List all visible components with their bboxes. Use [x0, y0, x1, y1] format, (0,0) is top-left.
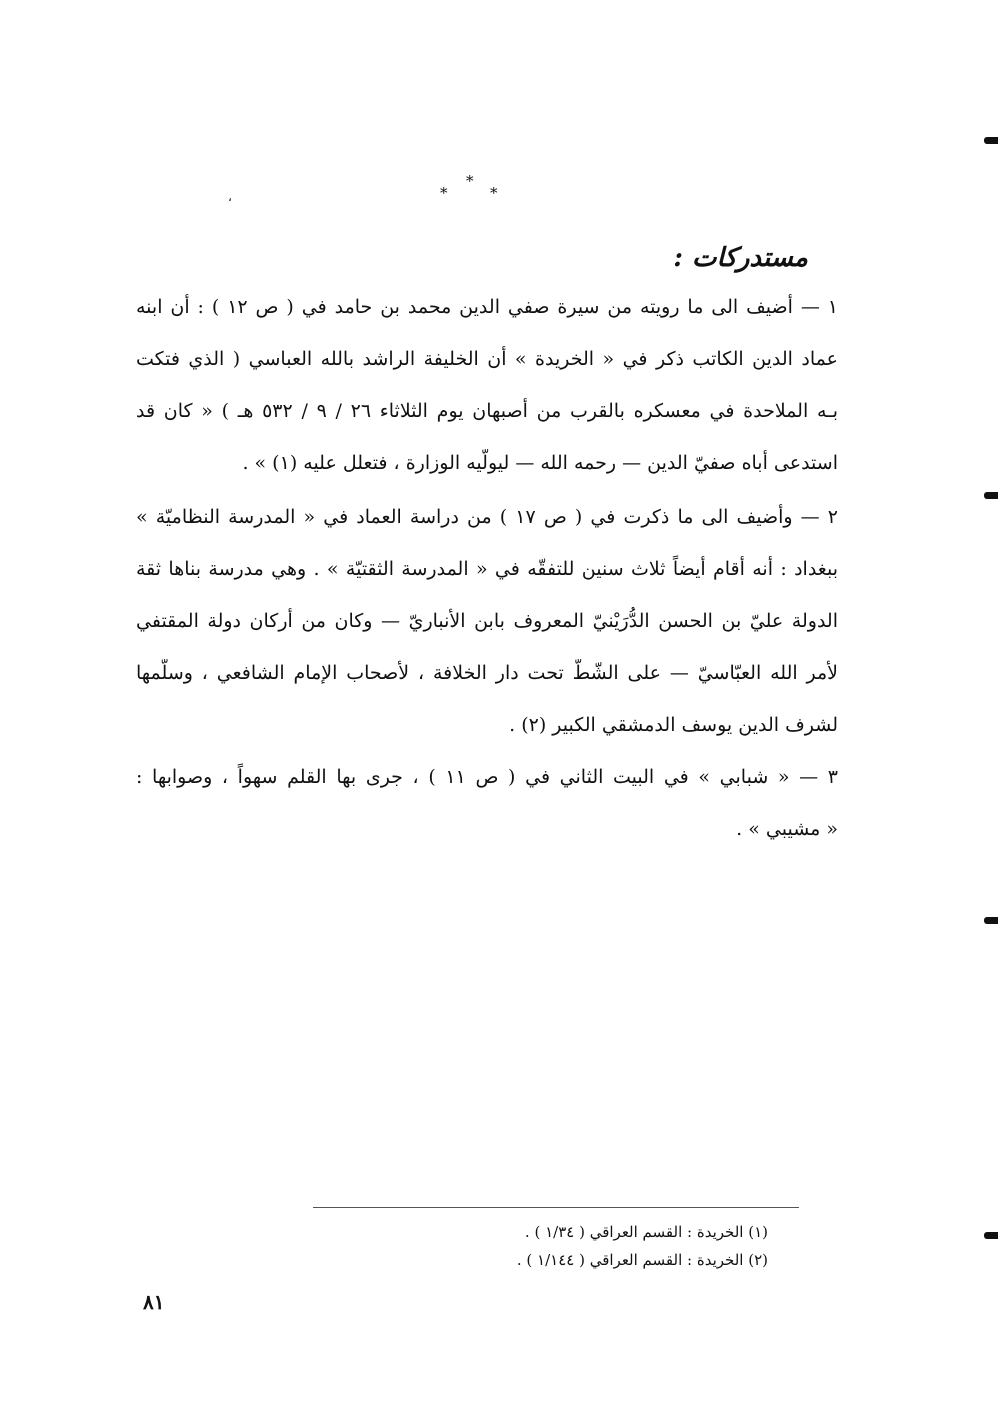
section-divider-stars [0, 172, 998, 212]
paragraph-2-line: لأمر الله العبّاسيّ — على الشّطّ تحت دار الخلافة ، لأصحاب الإمام الشافعي ، وسلّمها [136, 662, 838, 684]
paragraph-2-line: لشرف الدين يوسف الدمشقي الكبير (٢) . [509, 714, 838, 736]
page-edge-mark [984, 917, 998, 924]
paragraph-2-line: الدولة عليّ بن الحسن الدُّرَيْنيّ المعروف بابن الأنباريّ — وكان من أركان دولة المقتفي [136, 610, 838, 632]
divider-star: * [466, 172, 474, 190]
paragraph-1-line: بـه الملاحدة في معسكره بالقرب من أصبهان يوم الثلاثاء ٢٦ / ٩ / ٥٣٢ هـ ) « كان قد [136, 400, 838, 422]
footnote-separator [313, 1207, 799, 1208]
paragraph-1-line: استدعى أباه صفيّ الدين — رحمه الله — ليولّيه الوزارة ، فتعلل عليه (١) » . [242, 452, 838, 474]
paragraph-2-line: ببغداد : أنه أقام أيضاً ثلاث سنين للتفقّه في « المدرسة الثقتيّة » . وهي مدرسة بناها ثقة [136, 558, 838, 580]
paragraph-1-line: ١ — أضيف الى ما رويته من سيرة صفي الدين محمد بن حامد في ( ص ١٢ ) : أن ابنه [136, 296, 838, 318]
divider-star: * [490, 184, 498, 202]
section-heading: مستدركات : [673, 243, 808, 273]
paragraph-1-line: عماد الدين الكاتب ذكر في « الخريدة » أن الخليفة الراشد بالله العباسي ( الذي فتكت [136, 348, 838, 370]
page-edge-mark [984, 137, 998, 144]
paragraph-2-line: ٢ — وأضيف الى ما ذكرت في ( ص ١٧ ) من دراسة العماد في « المدرسة النظاميّة » [136, 506, 838, 528]
footnote-2: (٢) الخريدة : القسم العراقي ( ١/١٤٤ ) . [516, 1251, 768, 1269]
page-edge-mark [984, 492, 998, 499]
page-edge-mark [984, 1232, 998, 1239]
stray-mark: ، [228, 190, 232, 204]
footnote-1: (١) الخريدة : القسم العراقي ( ١/٣٤ ) . [524, 1223, 768, 1241]
page-number: ٨١ [143, 1290, 165, 1314]
paragraph-3-line: ٣ — « شبابي » في البيت الثاني في ( ص ١١ ) ، جرى بها القلم سهواً ، وصوابها : [136, 766, 838, 788]
divider-star: * [440, 184, 448, 202]
paragraph-3-line: « مشيبي » . [736, 818, 838, 840]
